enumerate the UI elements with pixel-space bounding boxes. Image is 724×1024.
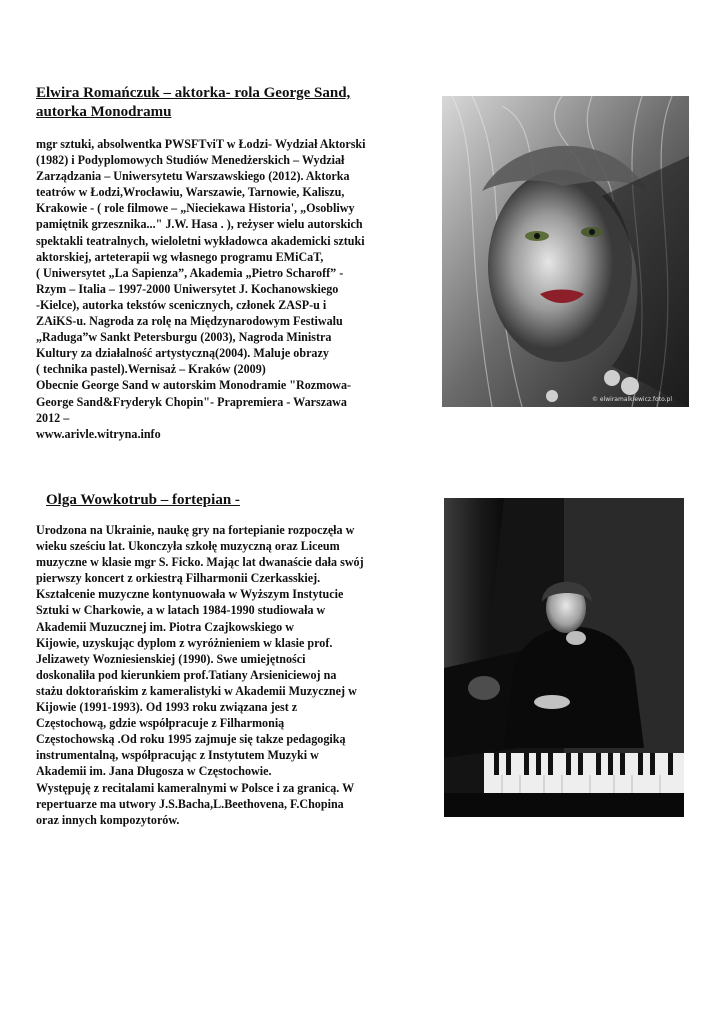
actress-title-line-2: autorka Monodramu (36, 104, 172, 120)
bio-line: Kijowie, uzyskując dyplom z wyróżnieniem w klasie prof. (36, 635, 333, 650)
bio-line: oraz innych kompozytorów. (36, 812, 180, 827)
bio-line: Występuję z recitalami kameralnymi w Polsce i za granicą. W (36, 780, 355, 795)
bio-line: pamiętnik grzesznika..." J.W. Hasa . ), reżyser wielu autorskich (36, 217, 363, 232)
bio-line: Jelizawety Wozniesienskiej (1990). Swe umiejętności (36, 651, 306, 666)
bio-line: Rzym – Italia – 1997-2000 Uniwersytet J. Kochanowskiego (36, 281, 339, 296)
bio-line: mgr sztuki, absolwentka PWSFTviT w Łodzi- Wydział Aktorski (36, 137, 366, 151)
bio-line: repertuarze ma utwory J.S.Bacha,L.Beethovena, F.Chopina (36, 796, 344, 811)
bio-line: (1982) i Podyplomowych Studiów Menedżerskich – Wydział (36, 153, 345, 168)
actress-title (36, 84, 436, 122)
pianist-section (0, 480, 724, 860)
bio-line: -Kielce), autorka tekstów scenicznych, członek ZASP-u i (36, 297, 327, 312)
bio-line: Kultury za działalność artystyczną(2004). Maluje obrazy (36, 346, 329, 361)
bio-line: Urodzona na Ukrainie, naukę gry na fortepianie rozpoczęła w (36, 523, 355, 537)
bio-line: Akademii im. Jana Długosza w Częstochowie. (36, 764, 272, 779)
pianist-bio (36, 522, 364, 828)
bio-line: „Raduga”w Sankt Petersburgu (2003), Nagroda Ministra (36, 330, 332, 345)
pianist-title: Olga Wowkotrub – fortepian - (46, 492, 240, 508)
bio-line: aktorskiej, arteterapii wg własnego programu EMiCaT, (36, 249, 324, 264)
actress-bio (36, 136, 366, 442)
bio-line: Sztuki w Charkowie, a w latach 1984-1990 studiowała w (36, 603, 326, 618)
actress-title-line-1: Elwira Romańczuk – aktorka- rola George Sand, (36, 85, 351, 101)
website-link[interactable]: www.arivle.witryna.info (36, 426, 161, 441)
bio-line: George Sand&Fryderyk Chopin"- Prapremiera - Warszawa (36, 394, 347, 409)
bio-line: Częstochowską .Od roku 1995 zajmuje się takze pedagogiką (36, 732, 346, 747)
photo-watermark: © elwiramalkiewicz.foto.pl (592, 396, 673, 403)
pianist-portrait-image (444, 498, 684, 817)
bio-line: Akademii Muzucznej im. Piotra Czajkowskiego w (36, 619, 294, 634)
bio-line: Częstochową, gdzie współpracuje z Filharmonią (36, 716, 285, 731)
bio-line: 2012 – (36, 410, 70, 425)
bio-line: ( Uniwersytet „La Sapienza”, Akademia „Pietro Scharoff” - (36, 265, 344, 280)
bio-line: spektakli teatralnych, wieloletni wykładowca akademicki sztuki (36, 233, 365, 248)
actress-portrait-photo (442, 96, 689, 407)
bio-line: Kształcenie muzyczne kontynuowała w Wyższym Instytucie (36, 587, 344, 602)
bio-line: Obecnie George Sand w autorskim Monodramie "Rozmowa- (36, 378, 352, 393)
actress-portrait-image (442, 96, 689, 407)
bio-line: Zarządzania – Uniwersytetu Warszawskiego (2012). Aktorka (36, 169, 350, 184)
bio-line: muzyczne w klasie mgr S. Ficko. Mając lat dwanaście dała swój (36, 555, 364, 570)
bio-line: ( technika pastel).Wernisaż – Kraków (2009) (36, 362, 266, 377)
pianist-portrait-photo (444, 498, 684, 817)
bio-line: Kijowie (1991-1993). Od 1993 roku związana jest z (36, 700, 298, 715)
bio-line: ZAiKS-u. Nagroda za rolę na Międzynarodowym Festiwalu (36, 314, 343, 329)
bio-line: teatrów w Łodzi,Wrocławiu, Warszawie, Tarnowie, Kaliszu, (36, 185, 345, 200)
bio-line: stażu doktorańskim z kameralistyki w Akademii Muzycznej w (36, 683, 357, 698)
actress-section (0, 0, 724, 480)
bio-line: wieku sześciu lat. Ukonczyła szkołę muzyczną oraz Liceum (36, 539, 340, 554)
bio-line: Krakowie - ( role filmowe – „Nieciekawa Historia', „Osobliwy (36, 201, 355, 216)
bio-line: doskonaliła pod kierunkiem prof.Tatiany Arsieniciewoj na (36, 667, 337, 682)
bio-line: pierwszy koncert z orkiestrą Filharmonii Czerkasskiej. (36, 571, 321, 586)
bio-line: instrumentalną, współpracując z Instytutem Muzyki w (36, 748, 319, 763)
